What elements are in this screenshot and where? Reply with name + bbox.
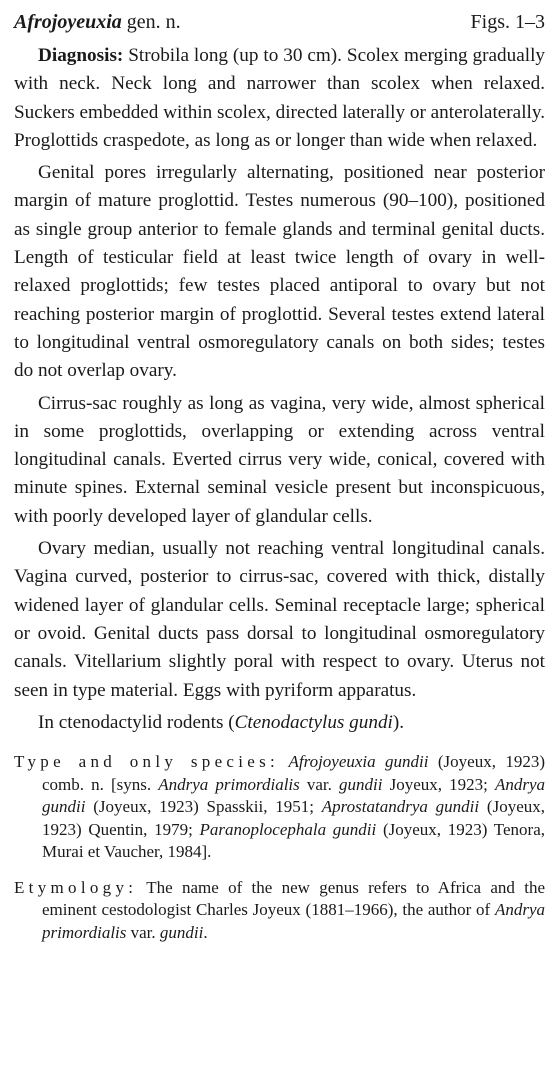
- synonym-1: Andrya primordialis: [158, 774, 300, 794]
- genus-heading: [14, 8, 181, 36]
- synonym-1-variety: gundii: [339, 774, 383, 794]
- figure-reference: Figs. 1–3: [470, 11, 545, 33]
- synonym-4: Paranoplocephala gundii: [199, 819, 377, 839]
- diagnosis-label: Diagnosis:: [38, 45, 124, 66]
- host-prefix: In ctenodactylid rodents (: [38, 711, 235, 733]
- type-species-text: var.: [299, 774, 340, 794]
- type-species-name: Afrojoyeuxia gundii: [288, 752, 429, 772]
- type-species-note: [14, 751, 545, 864]
- type-species-text: (Joyeux, 1923) Spasskii, 1951;: [85, 797, 322, 817]
- ovary-paragraph: Ovary median, usually not reaching ventral longitudinal canals. Vagina curved, posterior to cirrus-sac, covered with thick, distally widened layer of glandular cells. Seminal receptacle large; spherical or ovoid. Genital ducts pass dorsal to longitudinal osmoregulatory canals. Vitellarium slightly poral with respect to ovary. Uterus not seen in type material. Eggs with pyriform apparatus.: [14, 538, 545, 701]
- description-body: [14, 42, 545, 737]
- etymology-label: Etymology:: [14, 877, 138, 897]
- etymology-text: var.: [126, 922, 160, 942]
- synonym-3: Aprostatandrya gundii: [321, 797, 480, 817]
- etymology-text: .: [203, 922, 208, 942]
- diagnosis-text: Strobila long (up to 30 cm). Scolex merging gradually with neck. Neck long and narrower than scolex when relaxed. Suckers embedded within scolex, directed laterally or anterolaterally. Proglottids craspedote, as long as or longer than wide when relaxed.: [14, 45, 546, 151]
- genital-pores-paragraph: Genital pores irregularly alternating, positioned near posterior margin of mature proglottid. Testes numerous (90–100), positioned as single group anterior to female glands and terminal genital ducts. Length of testicular field at least twice length of ovary in well-relaxed proglottids; few testes placed antiporal to ovary but not reaching posterior margin of proglottid. Several testes extend lateral to longitudinal ventral osmoregulatory canals on both sides; testes do not overlap ovary.: [14, 162, 545, 382]
- etymology-reference: Andrya primordialis: [42, 900, 545, 942]
- type-species-text: (Joyeux, 1923) Tenora, Murai et Vaucher, 1984].: [42, 819, 546, 862]
- etymology-note: [14, 877, 545, 945]
- synonym-2: Andrya gundii: [42, 774, 545, 817]
- type-species-label: Type and only species:: [14, 752, 280, 772]
- genus-name: Afrojoyeuxia: [14, 11, 122, 33]
- host-suffix: ).: [392, 711, 405, 733]
- host-species: Ctenodactylus gundi: [234, 711, 393, 733]
- type-species-text: (Joyeux, 1923) comb. n. [syns.: [42, 752, 546, 794]
- etymology-text: The name of the new genus refers to Africa and the eminent cestodologist Charles Joyeux (1881–1966), the author of: [42, 877, 545, 920]
- diagnosis-paragraph: [14, 42, 545, 155]
- etymology-reference-variety: gundii: [159, 922, 204, 942]
- section-header: [14, 8, 545, 36]
- cirrus-sac-paragraph: Cirrus-sac roughly as long as vagina, very wide, almost spherical in some proglottids, overlapping or extending across ventral longitudinal canals. Everted cirrus very wide, conical, covered with minute spines. External seminal vesicle present but inconspicuous, with poorly developed layer of glandular cells.: [14, 392, 545, 527]
- type-species-text: (Joyeux, 1923) Quentin, 1979;: [42, 797, 546, 839]
- type-species-text: Joyeux, 1923;: [382, 774, 495, 794]
- genus-rank: gen. n.: [126, 11, 181, 33]
- host-paragraph: [14, 709, 545, 737]
